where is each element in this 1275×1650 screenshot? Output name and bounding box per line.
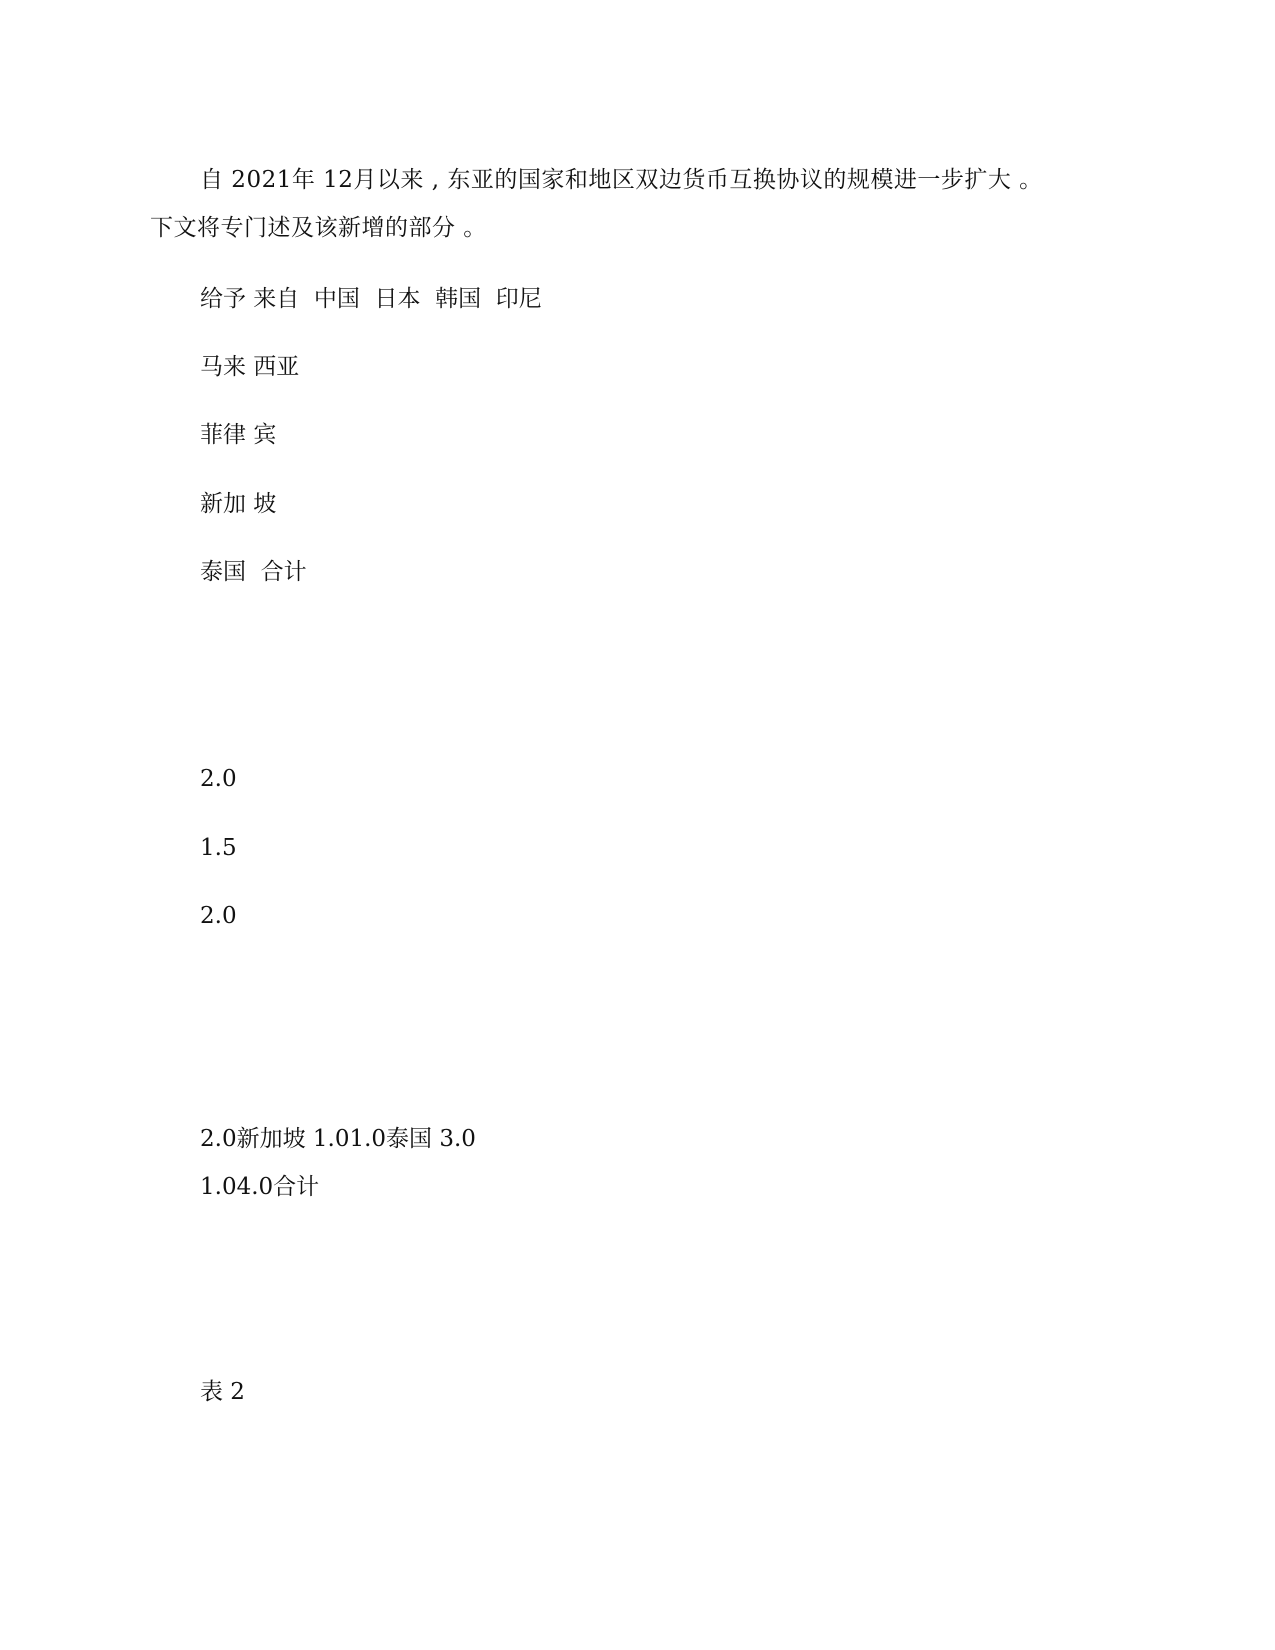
row-thailand-total: 泰国 合计 <box>200 559 307 585</box>
intro-line-1: 自 2021年 12月以来 , 东亚的国家和地区双边货币互换协议的规模进一步扩大 。 <box>200 167 1043 193</box>
intro-line-2: 下文将专门述及该新增的部分 。 <box>150 215 487 241</box>
value-line-2: 1.5 <box>200 835 237 861</box>
row-philippines: 菲律 宾 <box>200 422 277 448</box>
mixed-line-1: 2.0新加坡 1.01.0泰国 3.0 <box>200 1126 476 1152</box>
table-caption: 表 2 <box>200 1379 245 1405</box>
value-line-3: 2.0 <box>200 903 237 929</box>
value-line-1: 2.0 <box>200 766 237 792</box>
row-singapore: 新加 坡 <box>200 491 277 517</box>
table-header-row: 给予 来自 中国 日本 韩国 印尼 <box>200 286 542 312</box>
row-malaysia: 马来 西亚 <box>200 354 300 380</box>
mixed-line-2: 1.04.0合计 <box>200 1174 320 1200</box>
